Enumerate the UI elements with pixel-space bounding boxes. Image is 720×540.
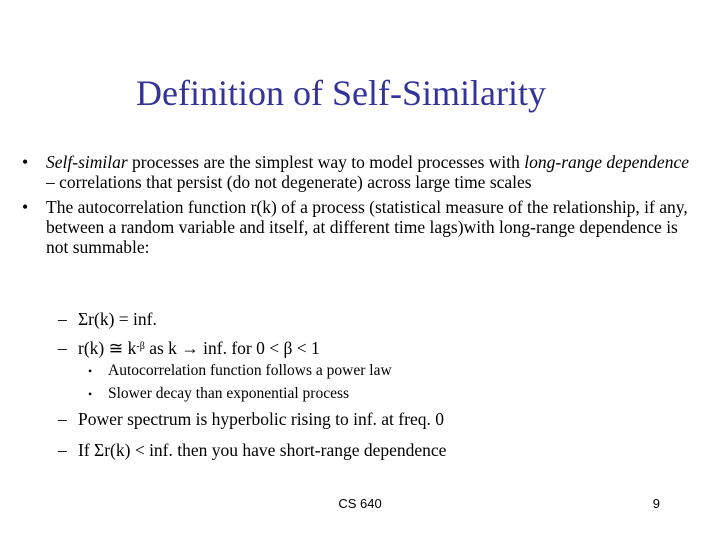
- footer-page-number: 9: [652, 496, 660, 511]
- sub-sub-item-power-law: [88, 362, 392, 380]
- sub-item-power-law: [58, 337, 698, 358]
- footer-course: CS 640: [338, 496, 382, 511]
- bullet-marker: •: [88, 364, 93, 378]
- sub-sub-item-text: Autocorrelation function follows a power law: [108, 362, 392, 379]
- slide-title: Definition of Self-Similarity: [136, 73, 546, 113]
- bullet-list: [22, 152, 692, 262]
- bullet-text: processes are the simplest way to model processes with: [127, 152, 525, 172]
- sub-item-text: r(k) ≅ k: [78, 338, 137, 358]
- term-long-range: long-range dependence: [524, 152, 689, 172]
- bullet-text: – correlations that persist (do not degenerate) across large time scales: [46, 172, 532, 192]
- sub-item-text: If Σr(k) < inf. then you have short-range dependence: [78, 440, 447, 460]
- dash-marker: –: [58, 309, 67, 329]
- term-self-similar: Self-similar: [46, 152, 128, 172]
- sub-item-text: as k → inf. for 0 < β < 1: [144, 338, 320, 358]
- dash-marker: –: [58, 409, 67, 429]
- bullet-marker: •: [22, 197, 29, 217]
- dash-marker: –: [58, 338, 67, 358]
- bullet-self-similar: [22, 152, 692, 192]
- exponent: -β: [136, 341, 145, 352]
- sub-sub-item-text: Slower decay than exponential process: [108, 385, 350, 402]
- bullet-marker: •: [22, 152, 29, 172]
- bullet-marker: •: [88, 387, 93, 401]
- dash-marker: –: [58, 440, 67, 460]
- sub-item-short-range: [58, 440, 698, 460]
- sub-item-text: Power spectrum is hyperbolic rising to inf. at freq. 0: [78, 409, 444, 429]
- sub-item-power-spectrum: [58, 409, 698, 429]
- sub-item-text: Σr(k) = inf.: [78, 309, 157, 329]
- sub-sub-item-decay: [88, 385, 349, 403]
- bullet-autocorrelation: [22, 197, 692, 257]
- sub-item-sum: [58, 309, 698, 329]
- bullet-text: The autocorrelation function r(k) of a process (statistical measure of the relationship, if any, between a random variable and itself, at different time lags)with long-range dependence is not summable:: [46, 197, 688, 257]
